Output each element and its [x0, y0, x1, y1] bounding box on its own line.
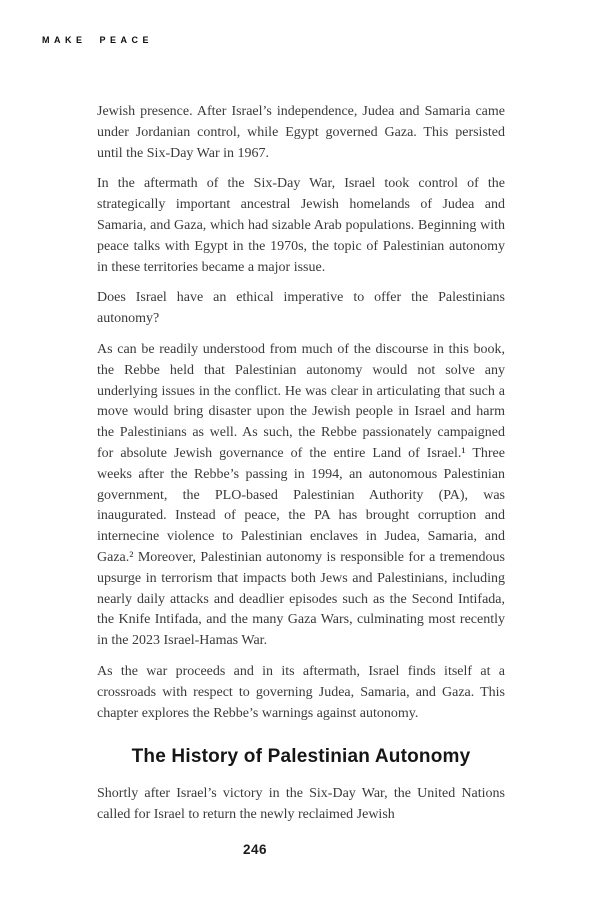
running-header: MAKE PEACE — [42, 35, 154, 45]
paragraph-rebbe-position: As can be readily understood from much of the discourse in this book, the Rebbe held that Palestinian autonomy would not solve any underlying issues in the conflict. He was clear in articulating that such a move would bring disaster upon the Jewish people in Israel and harm the Palestinians as well. As such, the Rebbe passionately campaigned for absolute Jewish governance of the entire Land of Israel.¹ Three weeks after the Rebbe’s passing in 1994, an autonomous Palestinian government, the PLO-based Palestinian Authority (PA), was inaugurated. Instead of peace, the PA has brought corruption and internecine violence to Palestinian enclaves in Judea, Samaria, and Gaza.² Moreover, Palestinian autonomy is responsible for a tremendous upsurge in terrorism that impacts both Jews and Palestinians, including nearly daily attacks and deadlier episodes such as the Second Intifada, the Knife Intifada, and the many Gaza Wars, culminating most recently in the 2023 Israel-Hamas War. — [97, 341, 505, 649]
section-heading: The History of Palestinian Autonomy — [131, 746, 471, 768]
paragraph-history-opening: Shortly after Israel’s victory in the Six-Day War, the United Nations called for Israel to return the newly reclaimed Jewish — [97, 786, 505, 823]
paragraph-ethical-imperative-question: Does Israel have an ethical imperative to offer the Palestinians autonomy? — [97, 290, 505, 327]
text-column — [97, 102, 505, 836]
paragraph-aftermath-six-day-war: In the aftermath of the Six-Day War, Israel took control of the strategically important ancestral Jewish homelands of Judea and Samaria, and Gaza, which had sizable Arab populations. Beginning with peace talks with Egypt in the 1970s, the topic of Palestinian autonomy in these territories became a major issue. — [97, 176, 505, 275]
paragraph-continuation-from-previous-page: Jewish presence. After Israel’s independence, Judea and Samaria came under Jordanian control, while Egypt governed Gaza. This persisted until the Six-Day War in 1967. — [97, 104, 505, 161]
paragraph-war-crossroads: As the war proceeds and in its aftermath, Israel finds itself at a crossroads with respect to governing Judea, Samaria, and Gaza. This chapter explores the Rebbe’s warnings against autonomy. — [97, 663, 505, 721]
page-number: 246 — [242, 842, 268, 857]
